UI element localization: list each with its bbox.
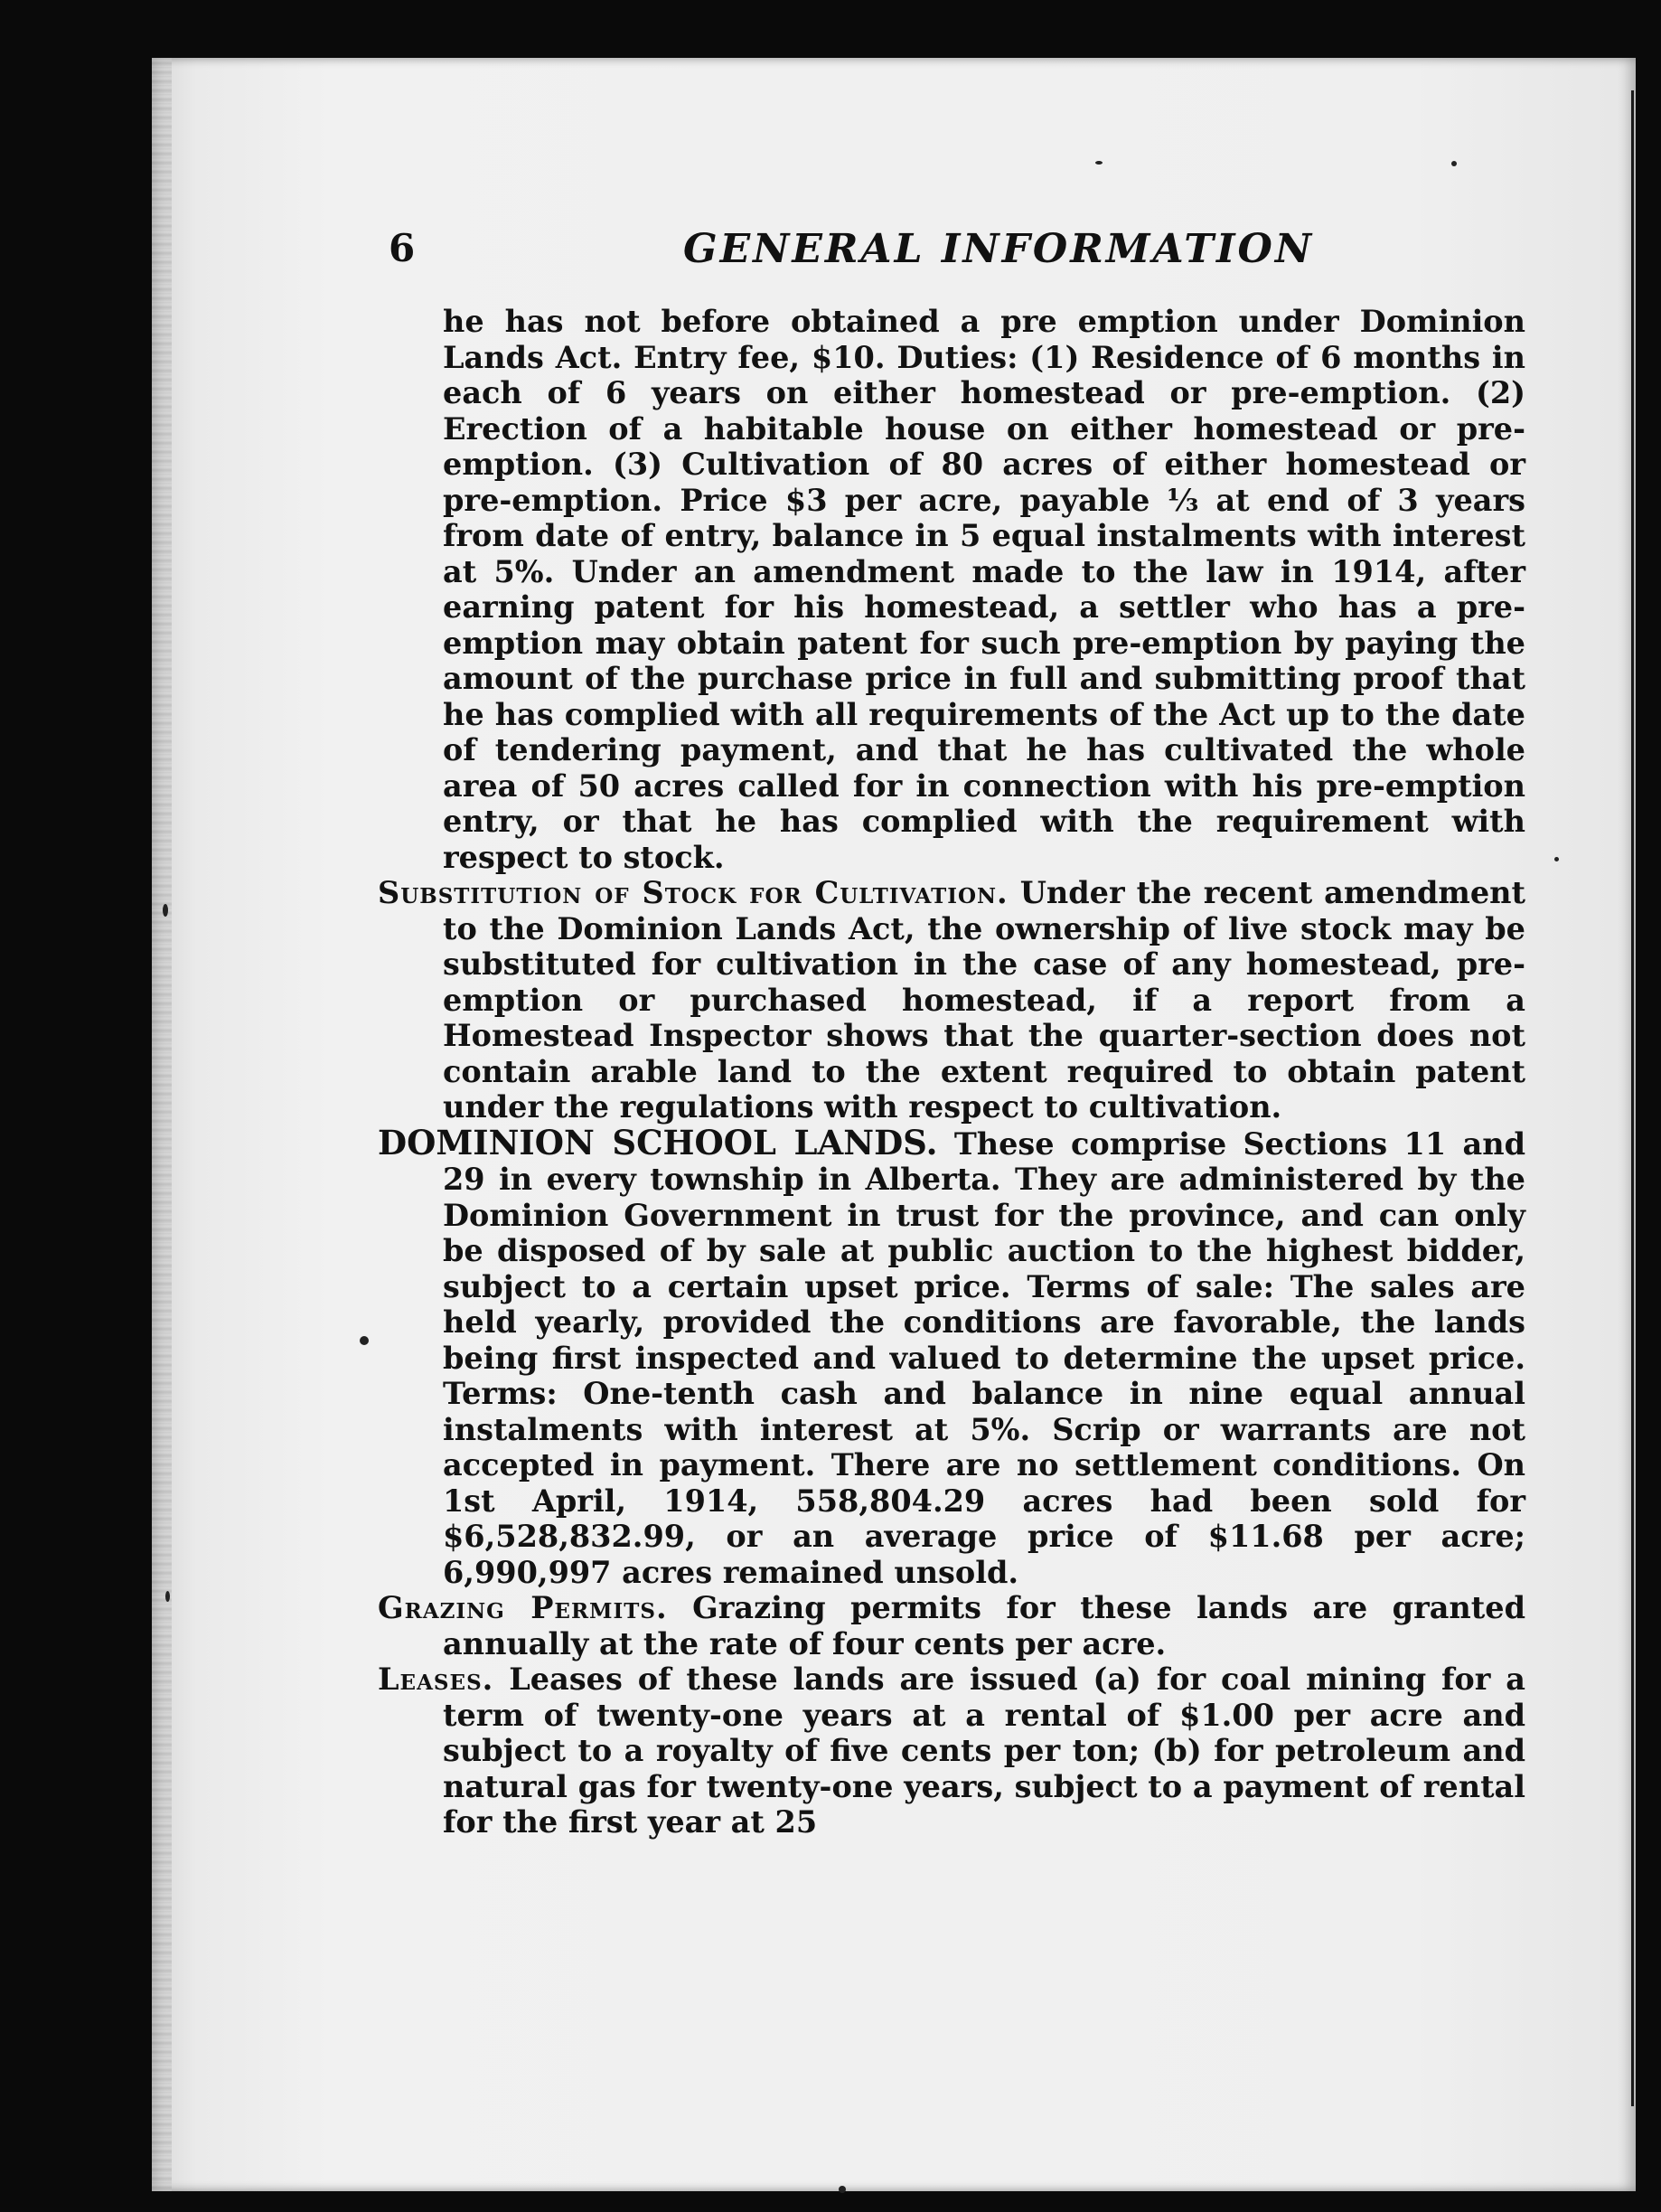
paragraph-text: Leases of these lands are issued (a) for coal mining for a term of twenty-one years at a rental of $1.00 per acre and subject to a royalty of five cents per ton; (b) for petroleum and natural gas for twenty-one years, subject to a payment of rental for the first year at 25 <box>443 1661 1526 1840</box>
page-header <box>389 226 1563 289</box>
page-body <box>378 304 1525 1840</box>
scan-speck <box>1554 857 1559 861</box>
paragraph-substitution-of-stock <box>378 875 1525 1125</box>
paragraph-text: Grazing permits for these lands are granted annually at the rate of four cents per acre. <box>443 1590 1525 1661</box>
paragraph-text: These comprise Sections 11 and 29 in every township in Alberta. They are administered by the Dominion Government in trust for the province, and can only be disposed of by sale at public auction to the highest bidder, subject to a certain upset price. Terms of sale: The sales are held yearly, provided the conditions are favorable, the lands being first inspected and valued to determine the upset price. Terms: One-tenth cash and balance in nine equal annual instalments with interest at 5%. Scrip or warrants are not accepted in payment. There are no settlement conditions. On 1st April, 1914, 558,804.29 acres had been sold for $6,528,832.99, or an average price of $11.68 per acre; 6,990,997 acres remained unsold. <box>443 1125 1525 1590</box>
scan-speck <box>839 2186 846 2193</box>
page-gutter-edge <box>152 58 172 2191</box>
paragraph-dominion-school-lands <box>378 1122 1525 1591</box>
section-heading: Grazing Permits. <box>378 1590 668 1625</box>
paragraph-grazing-permits <box>378 1590 1525 1661</box>
scan-speck <box>1451 161 1457 166</box>
page-number: 6 <box>389 226 416 270</box>
section-heading: Substitution of Stock for Cultivation. <box>378 875 1009 910</box>
paragraph-leases <box>378 1661 1525 1840</box>
scan-speck <box>165 1591 170 1602</box>
scan-speck <box>360 1336 369 1345</box>
section-heading: Leases. <box>378 1661 494 1697</box>
running-head: GENERAL INFORMATION <box>683 226 1315 272</box>
paragraph-text: Under the recent amendment to the Dominion Lands Act, the ownership of live stock may be substituted for cultivation in the case of any homestead, pre-emption or purchased homestead, if a report from a Homestead Inspector shows that the quarter-section does not contain arable land to the extent required to obtain patent under the regulations with respect to cultivation. <box>443 875 1525 1125</box>
section-heading: DOMINION SCHOOL LANDS. <box>378 1122 938 1162</box>
scan-speck <box>1095 161 1103 165</box>
page-right-edge-shadow <box>1631 90 1634 2106</box>
scan-speck <box>163 904 168 917</box>
paragraph-pre-emption-continued <box>378 304 1525 875</box>
paragraph-text: he has not before obtained a pre emption under Dominion Lands Act. Entry fee, $10. Duties: (1) Residence of 6 months in each of 6 years on either homestead or pre-emption. (2) Erection of a habitable house on either homestead or pre-emption. (3) Cultivation of 80 acres of either homestead or pre-emption. Price $3 per acre, payable ⅓ at end of 3 years from date of entry, balance in 5 equal instalments with interest at 5%. Under an amendment made to the law in 1914, after earning patent for his homestead, a settler who has a pre-emption may obtain patent for such pre-emption by paying the amount of the purchase price in full and submitting proof that he has complied with all requirements of the Act up to the date of tendering payment, and that he has cultivated the whole area of 50 acres called for in connection with his pre-emption entry, or that he has complied with the requirement with respect to stock. <box>443 304 1525 875</box>
